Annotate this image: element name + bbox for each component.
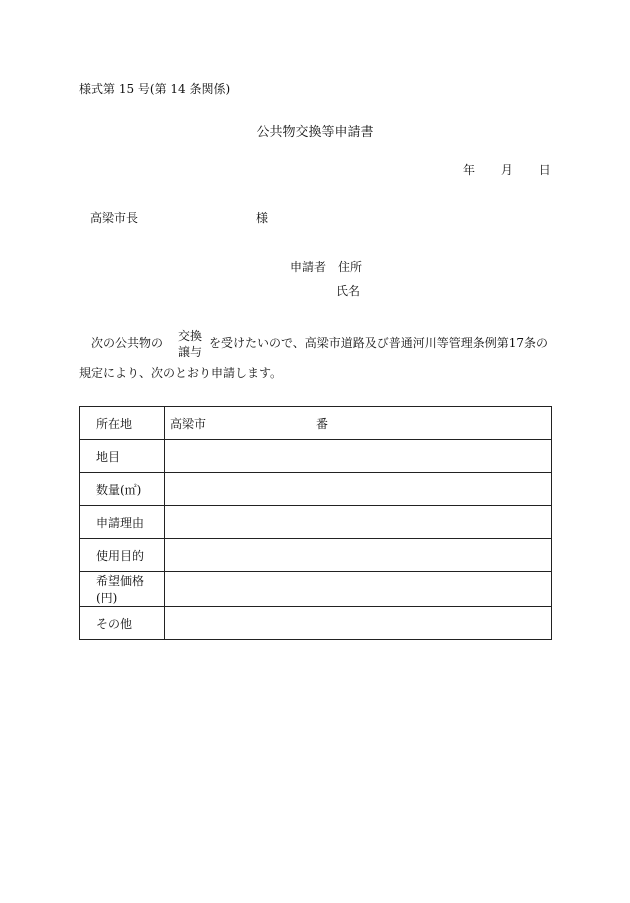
table-row	[80, 407, 552, 440]
statement-prefix: 次の公共物の	[91, 336, 164, 350]
choice-exchange: 交換	[177, 329, 202, 343]
table-row	[80, 539, 552, 572]
row-value-field[interactable]	[165, 506, 552, 539]
applicant-label: 申請者	[290, 260, 327, 274]
row-value-suffix: 番	[316, 416, 329, 431]
addressee-name: 高梁市長	[90, 211, 139, 225]
row-value-field[interactable]	[165, 607, 552, 640]
choice-transfer: 譲与	[177, 345, 202, 359]
date-month-label: 月	[500, 163, 513, 177]
row-value-field[interactable]	[165, 539, 552, 572]
document-title: 公共物交換等申請書	[256, 125, 374, 140]
table-row	[80, 607, 552, 640]
table-row	[80, 473, 552, 506]
row-label: 所在地	[80, 407, 165, 440]
table-row	[80, 572, 552, 607]
row-value-text: 高梁市	[170, 416, 207, 431]
applicant-name-label: 氏名	[336, 284, 361, 298]
row-value-field[interactable]	[165, 572, 552, 607]
date-year-label: 年	[463, 163, 476, 177]
row-label: 申請理由	[80, 506, 165, 539]
date-line	[463, 161, 551, 178]
statement-line2: 規定により、次のとおり申請します。	[79, 366, 283, 380]
form-number: 様式第 15 号(第 14 条関係)	[79, 82, 231, 96]
request-type-choice	[175, 328, 205, 360]
date-day-label: 日	[538, 163, 551, 177]
details-table	[79, 406, 552, 640]
row-label: 使用目的	[80, 539, 165, 572]
applicant-address-line	[290, 258, 362, 275]
row-value-field[interactable]	[165, 440, 552, 473]
row-value-field[interactable]	[165, 407, 552, 440]
row-label: 数量(㎡)	[80, 473, 165, 506]
statement-suffix: を受けたいので、高梁市道路及び普通河川等管理条例第17条の	[209, 336, 549, 350]
table-row	[80, 506, 552, 539]
row-label: 地目	[80, 440, 165, 473]
addressee	[90, 209, 269, 226]
applicant-address-label: 住所	[338, 260, 363, 274]
row-value-field[interactable]	[165, 473, 552, 506]
addressee-honorific: 様	[256, 211, 269, 225]
table-row	[80, 440, 552, 473]
row-label: 希望価格(円)	[80, 572, 165, 607]
row-label: その他	[80, 607, 165, 640]
